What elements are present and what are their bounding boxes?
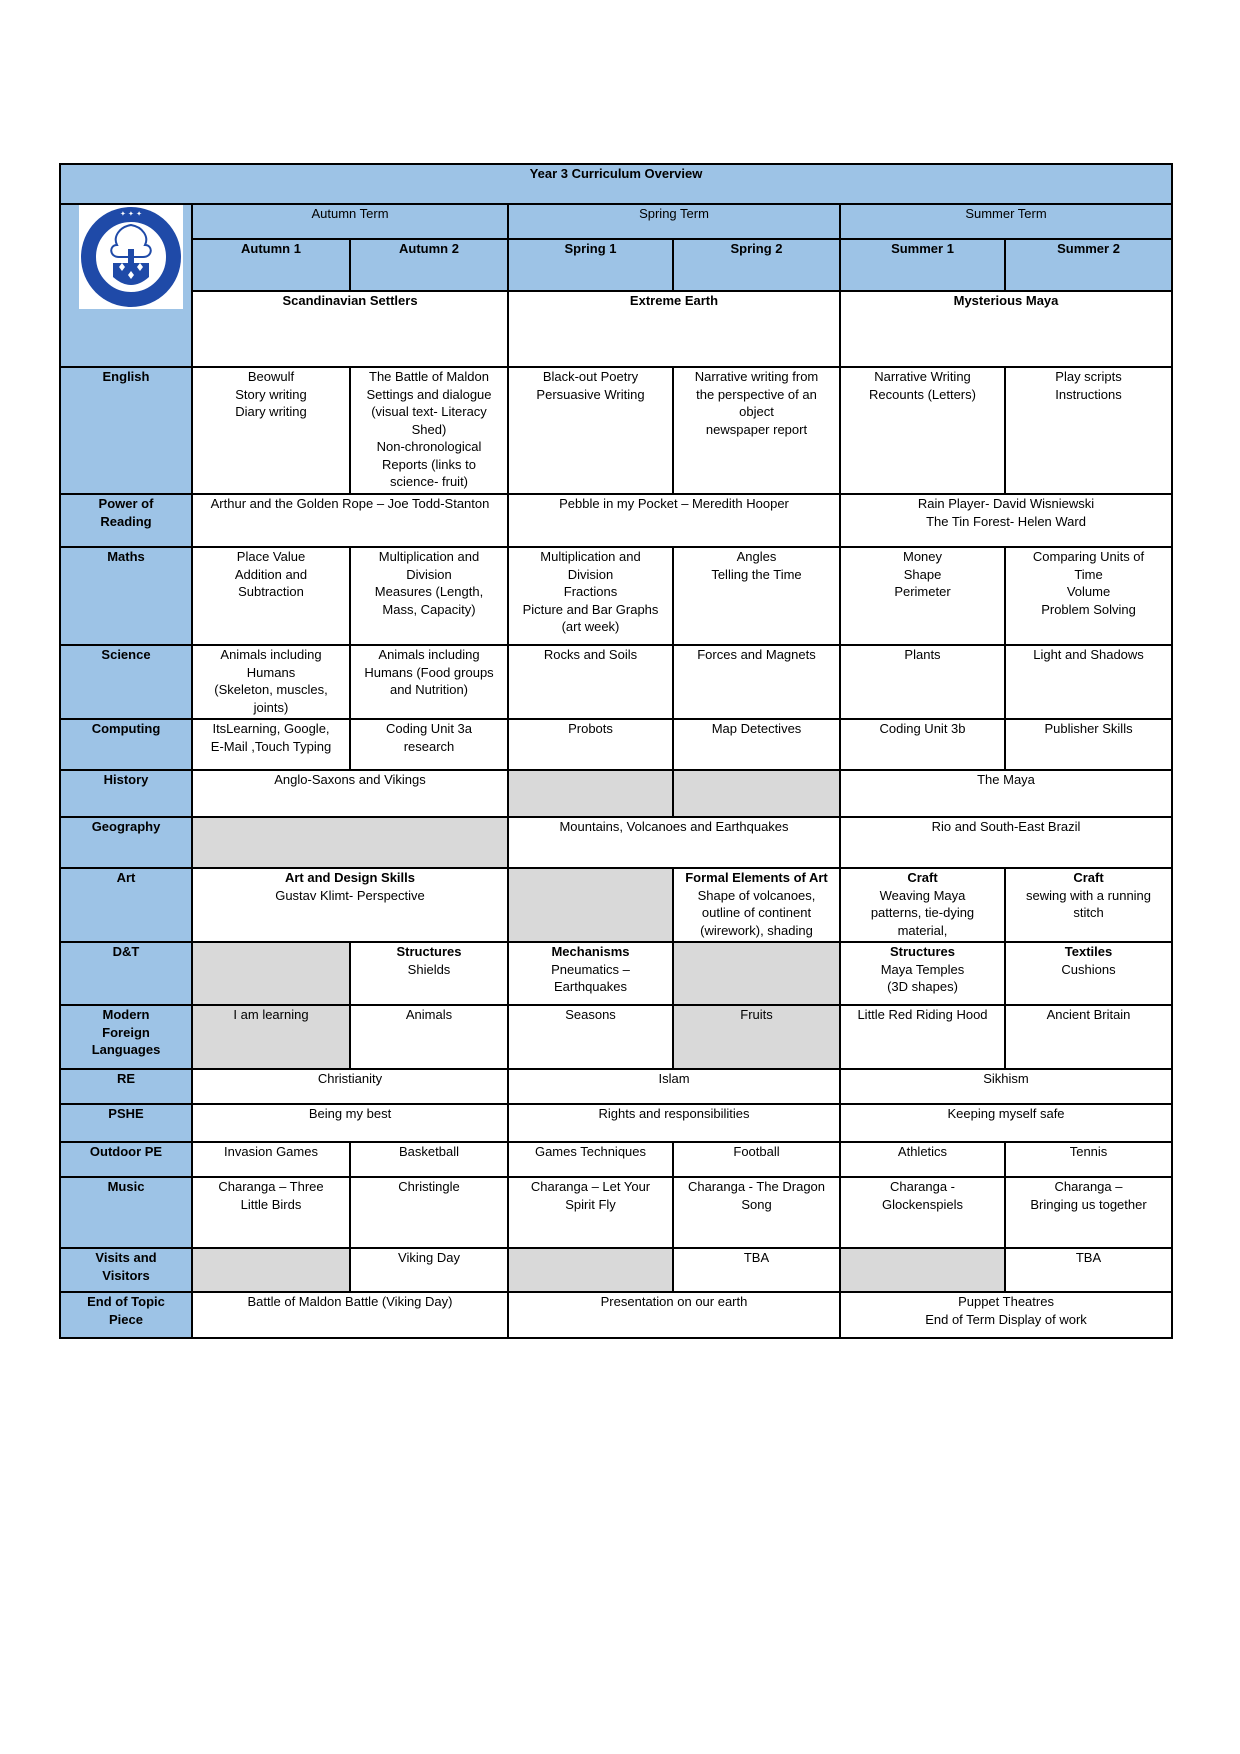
row-end-of-topic bbox=[60, 1292, 1172, 1338]
empty-cell bbox=[673, 942, 840, 1005]
cell-re-autumn: Christianity bbox=[192, 1069, 508, 1104]
cell-music-4: Charanga - The Dragon Song bbox=[673, 1177, 840, 1248]
half-autumn-1: Autumn 1 bbox=[192, 239, 350, 291]
cell-english-3: Black-out Poetry Persuasive Writing bbox=[508, 367, 673, 494]
cell-pe-1: Invasion Games bbox=[192, 1142, 350, 1177]
cell-pe-5: Athletics bbox=[840, 1142, 1005, 1177]
cell-maths-5: Money Shape Perimeter bbox=[840, 547, 1005, 645]
row-pshe bbox=[60, 1104, 1172, 1142]
cell-music-1: Charanga – Three Little Birds bbox=[192, 1177, 350, 1248]
row-music bbox=[60, 1177, 1172, 1248]
cell-music-3: Charanga – Let Your Spirit Fly bbox=[508, 1177, 673, 1248]
empty-cell bbox=[840, 1248, 1005, 1292]
empty-cell bbox=[192, 942, 350, 1005]
cell-reading-autumn: Arthur and the Golden Rope – Joe Todd-Stanton bbox=[192, 494, 508, 547]
cell-visits-2: Viking Day bbox=[350, 1248, 508, 1292]
empty-cell bbox=[192, 1248, 350, 1292]
row-science bbox=[60, 645, 1172, 719]
row-geography bbox=[60, 817, 1172, 868]
cell-science-2: Animals including Humans (Food groups and Nutrition) bbox=[350, 645, 508, 719]
subject-label: Maths bbox=[60, 547, 192, 645]
cell-english-6: Play scripts Instructions bbox=[1005, 367, 1172, 494]
cell-science-4: Forces and Magnets bbox=[673, 645, 840, 719]
cell-end-summer: Puppet Theatres End of Term Display of work bbox=[840, 1292, 1172, 1338]
term-summer: Summer Term bbox=[840, 204, 1172, 239]
cell-geography-spring: Mountains, Volcanoes and Earthquakes bbox=[508, 817, 840, 868]
cell-reading-summer: Rain Player- David Wisniewski The Tin Forest- Helen Ward bbox=[840, 494, 1172, 547]
row-re bbox=[60, 1069, 1172, 1104]
empty-cell bbox=[508, 770, 673, 817]
cell-computing-6: Publisher Skills bbox=[1005, 719, 1172, 770]
school-logo bbox=[79, 205, 183, 309]
cell-mfl-5: Little Red Riding Hood bbox=[840, 1005, 1005, 1069]
empty-cell bbox=[508, 1248, 673, 1292]
cell-computing-3: Probots bbox=[508, 719, 673, 770]
empty-cell bbox=[673, 770, 840, 817]
subject-label: Music bbox=[60, 1177, 192, 1248]
subject-label: Outdoor PE bbox=[60, 1142, 192, 1177]
subject-label: Power of Reading bbox=[60, 494, 192, 547]
cell-music-5: Charanga - Glockenspiels bbox=[840, 1177, 1005, 1248]
cell-maths-4: Angles Telling the Time bbox=[673, 547, 840, 645]
cell-mfl-4: Fruits bbox=[673, 1005, 840, 1069]
cell-science-3: Rocks and Soils bbox=[508, 645, 673, 719]
cell-art-4: Formal Elements of Art Shape of volcanoes, outline of continent (wirework), shading bbox=[673, 868, 840, 942]
cell-english-1: Beowulf Story writing Diary writing bbox=[192, 367, 350, 494]
cell-history-autumn: Anglo-Saxons and Vikings bbox=[192, 770, 508, 817]
cell-mfl-3: Seasons bbox=[508, 1005, 673, 1069]
cell-dt-5: Structures Maya Temples (3D shapes) bbox=[840, 942, 1005, 1005]
subject-label: Modern Foreign Languages bbox=[60, 1005, 192, 1069]
svg-text:✦ ✦ ✦: ✦ ✦ ✦ bbox=[119, 210, 143, 218]
topic-summer: Mysterious Maya bbox=[840, 291, 1172, 367]
cell-maths-2: Multiplication and Division Measures (Length, Mass, Capacity) bbox=[350, 547, 508, 645]
row-reading bbox=[60, 494, 1172, 547]
term-autumn: Autumn Term bbox=[192, 204, 508, 239]
subject-label: Geography bbox=[60, 817, 192, 868]
row-mfl bbox=[60, 1005, 1172, 1069]
cell-history-summer: The Maya bbox=[840, 770, 1172, 817]
subject-label: Computing bbox=[60, 719, 192, 770]
row-maths bbox=[60, 547, 1172, 645]
cell-english-2: The Battle of Maldon Settings and dialogue (visual text- Literacy Shed) Non-chronological Reports (links to science- fruit) bbox=[350, 367, 508, 494]
cell-maths-1: Place Value Addition and Subtraction bbox=[192, 547, 350, 645]
logo-cell bbox=[60, 204, 192, 367]
subject-label: Art bbox=[60, 868, 192, 942]
cell-pe-6: Tennis bbox=[1005, 1142, 1172, 1177]
subject-label: Science bbox=[60, 645, 192, 719]
subject-label: Visits and Visitors bbox=[60, 1248, 192, 1292]
cell-pe-3: Games Techniques bbox=[508, 1142, 673, 1177]
cell-maths-6: Comparing Units of Time Volume Problem Solving bbox=[1005, 547, 1172, 645]
cell-reading-spring: Pebble in my Pocket – Meredith Hooper bbox=[508, 494, 840, 547]
subject-label: D&T bbox=[60, 942, 192, 1005]
subject-label: PSHE bbox=[60, 1104, 192, 1142]
cell-end-autumn: Battle of Maldon Battle (Viking Day) bbox=[192, 1292, 508, 1338]
empty-cell bbox=[508, 868, 673, 942]
cell-visits-6: TBA bbox=[1005, 1248, 1172, 1292]
cell-mfl-1: I am learning bbox=[192, 1005, 350, 1069]
half-autumn-2: Autumn 2 bbox=[350, 239, 508, 291]
cell-maths-3: Multiplication and Division Fractions Picture and Bar Graphs (art week) bbox=[508, 547, 673, 645]
half-spring-1: Spring 1 bbox=[508, 239, 673, 291]
cell-english-4: Narrative writing from the perspective of an object newspaper report bbox=[673, 367, 840, 494]
subject-label: RE bbox=[60, 1069, 192, 1104]
empty-cell bbox=[192, 817, 508, 868]
cell-re-spring: Islam bbox=[508, 1069, 840, 1104]
cell-music-2: Christingle bbox=[350, 1177, 508, 1248]
half-summer-1: Summer 1 bbox=[840, 239, 1005, 291]
cell-english-5: Narrative Writing Recounts (Letters) bbox=[840, 367, 1005, 494]
cell-computing-4: Map Detectives bbox=[673, 719, 840, 770]
cell-end-spring: Presentation on our earth bbox=[508, 1292, 840, 1338]
subject-label: English bbox=[60, 367, 192, 494]
row-pe bbox=[60, 1142, 1172, 1177]
curriculum-table bbox=[59, 163, 1173, 1339]
row-art bbox=[60, 868, 1172, 942]
cell-computing-1: ItsLearning, Google, E-Mail ,Touch Typing bbox=[192, 719, 350, 770]
row-computing bbox=[60, 719, 1172, 770]
cell-science-6: Light and Shadows bbox=[1005, 645, 1172, 719]
cell-visits-4: TBA bbox=[673, 1248, 840, 1292]
cell-science-1: Animals including Humans (Skeleton, muscles, joints) bbox=[192, 645, 350, 719]
cell-art-autumn: Art and Design Skills Gustav Klimt- Perspective bbox=[192, 868, 508, 942]
cell-pshe-summer: Keeping myself safe bbox=[840, 1104, 1172, 1142]
cell-computing-5: Coding Unit 3b bbox=[840, 719, 1005, 770]
row-english bbox=[60, 367, 1172, 494]
cell-art-5: Craft Weaving Maya patterns, tie-dying material, bbox=[840, 868, 1005, 942]
half-spring-2: Spring 2 bbox=[673, 239, 840, 291]
cell-pe-2: Basketball bbox=[350, 1142, 508, 1177]
cell-geography-summer: Rio and South-East Brazil bbox=[840, 817, 1172, 868]
cell-dt-3: Mechanisms Pneumatics – Earthquakes bbox=[508, 942, 673, 1005]
subject-label: End of Topic Piece bbox=[60, 1292, 192, 1338]
cell-dt-6: Textiles Cushions bbox=[1005, 942, 1172, 1005]
subject-label: History bbox=[60, 770, 192, 817]
cell-dt-2: Structures Shields bbox=[350, 942, 508, 1005]
topic-autumn: Scandinavian Settlers bbox=[192, 291, 508, 367]
half-summer-2: Summer 2 bbox=[1005, 239, 1172, 291]
cell-science-5: Plants bbox=[840, 645, 1005, 719]
topic-spring: Extreme Earth bbox=[508, 291, 840, 367]
cell-mfl-6: Ancient Britain bbox=[1005, 1005, 1172, 1069]
cell-mfl-2: Animals bbox=[350, 1005, 508, 1069]
cell-art-6: Craft sewing with a running stitch bbox=[1005, 868, 1172, 942]
cell-re-summer: Sikhism bbox=[840, 1069, 1172, 1104]
row-dt bbox=[60, 942, 1172, 1005]
cell-pe-4: Football bbox=[673, 1142, 840, 1177]
cell-pshe-spring: Rights and responsibilities bbox=[508, 1104, 840, 1142]
row-history bbox=[60, 770, 1172, 817]
row-visits bbox=[60, 1248, 1172, 1292]
page-title: Year 3 Curriculum Overview bbox=[60, 164, 1172, 204]
cell-music-6: Charanga – Bringing us together bbox=[1005, 1177, 1172, 1248]
term-spring: Spring Term bbox=[508, 204, 840, 239]
cell-computing-2: Coding Unit 3a research bbox=[350, 719, 508, 770]
cell-pshe-autumn: Being my best bbox=[192, 1104, 508, 1142]
